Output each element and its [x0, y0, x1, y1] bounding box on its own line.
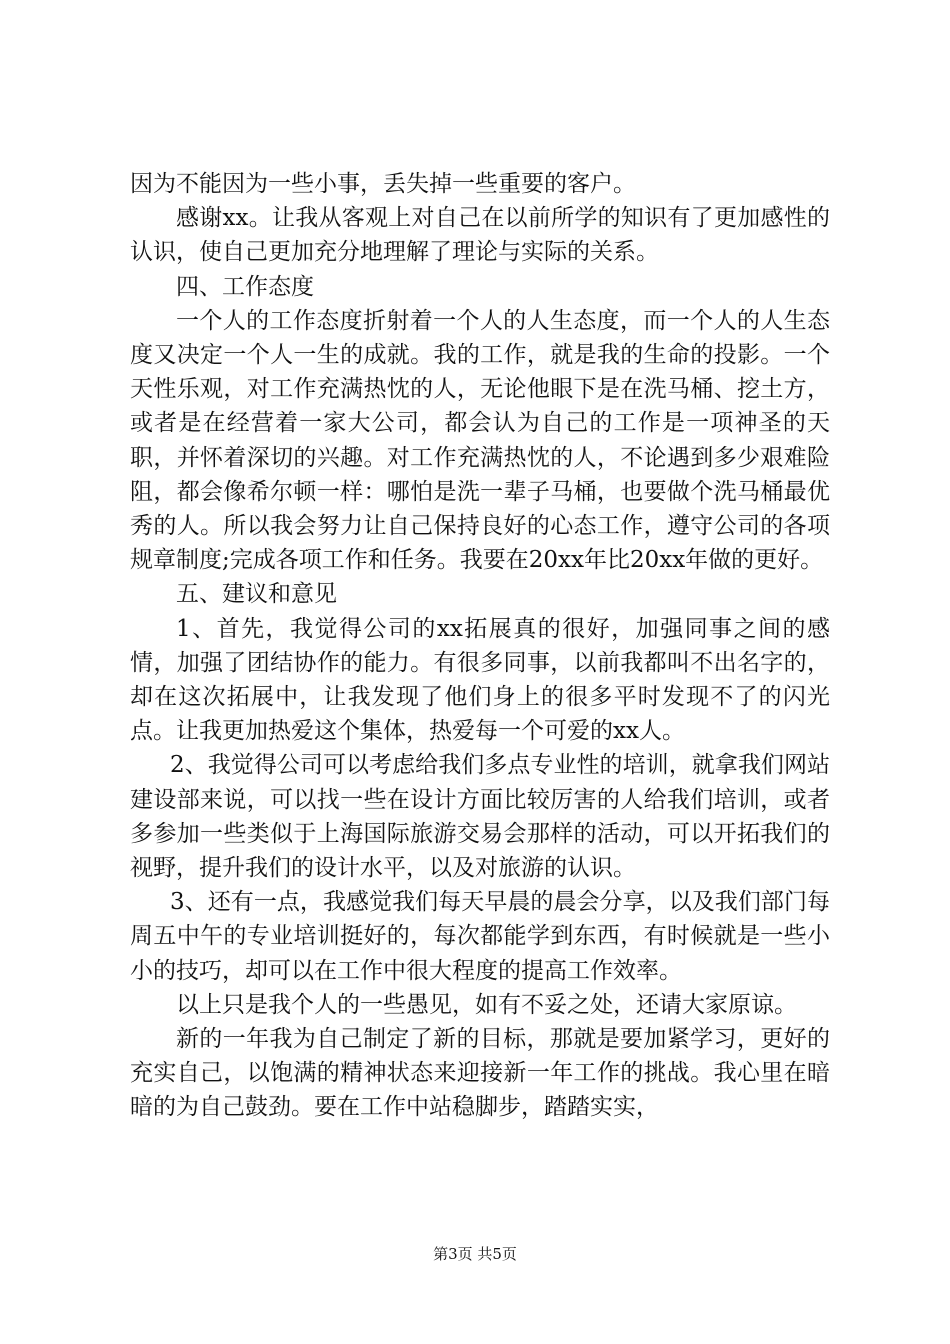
- paragraph-work-attitude: 一个人的工作态度折射着一个人的人生态度，而一个人的人生态度又决定一个人一生的成就。我的工作，就是我的生命的投影。一个天性乐观，对工作充满热忱的人，无论他眼下是在洗马桶、挖土方，或者是在经营着一家大公司，都会认为自己的工作是一项神圣的天职，并怀着深切的兴趣。对工作充满热忱的人，不论遇到多少艰难险阻，都会像希尔顿一样：哪怕是洗一辈子马桶，也要做个洗马桶最优秀的人。所以我会努力让自己保持良好的心态工作，遵守公司的各项规章制度;完成各项工作和任务。我要在20xx年比20xx年做的更好。: [130, 307, 830, 574]
- document-body: [130, 167, 830, 1125]
- paragraph-suggestion-2: 2、我觉得公司可以考虑给我们多点专业性的培训，就拿我们网站建设部来说，可以找一些在设计方面比较厉害的人给我们培训，或者多参加一些类似于上海国际旅游交易会那样的活动，可以开拓我们的视野，提升我们的设计水平，以及对旅游的认识。: [130, 752, 830, 882]
- page-number-footer: 第3页 共5页: [433, 1245, 517, 1263]
- paragraph-suggestion-3: 3、还有一点，我感觉我们每天早晨的晨会分享，以及我们部门每周五中午的专业培训挺好的，每次都能学到东西，有时候就是一些小小的技巧，却可以在工作中很大程度的提高工作效率。: [130, 889, 830, 984]
- paragraph-new-year-goals: 新的一年我为自己制定了新的目标，那就是要加紧学习，更好的充实自己，以饱满的精神状态来迎接新一年工作的挑战。我心里在暗暗的为自己鼓劲。要在工作中站稳脚步，踏踏实实，: [130, 1026, 830, 1121]
- paragraph-thanks: 感谢xx。让我从客观上对自己在以前所学的知识有了更加感性的认识，使自己更加充分地理解了理论与实际的关系。: [130, 205, 830, 266]
- paragraph-suggestion-1: 1、首先，我觉得公司的xx拓展真的很好，加强同事之间的感情，加强了团结协作的能力。有很多同事，以前我都叫不出名字的，却在这次拓展中，让我发现了他们身上的很多平时发现不了的闪光点。让我更加热爱这个集体，热爱每一个可爱的xx人。: [130, 615, 830, 745]
- section-heading-suggestions: 五、建议和意见: [176, 581, 337, 608]
- section-heading-work-attitude: 四、工作态度: [176, 273, 314, 300]
- paragraph-humble-opinion: 以上只是我个人的一些愚见，如有不妥之处，还请大家原谅。: [176, 991, 797, 1018]
- paragraph-continuation: 因为不能因为一些小事，丢失掉一些重要的客户。: [130, 171, 636, 197]
